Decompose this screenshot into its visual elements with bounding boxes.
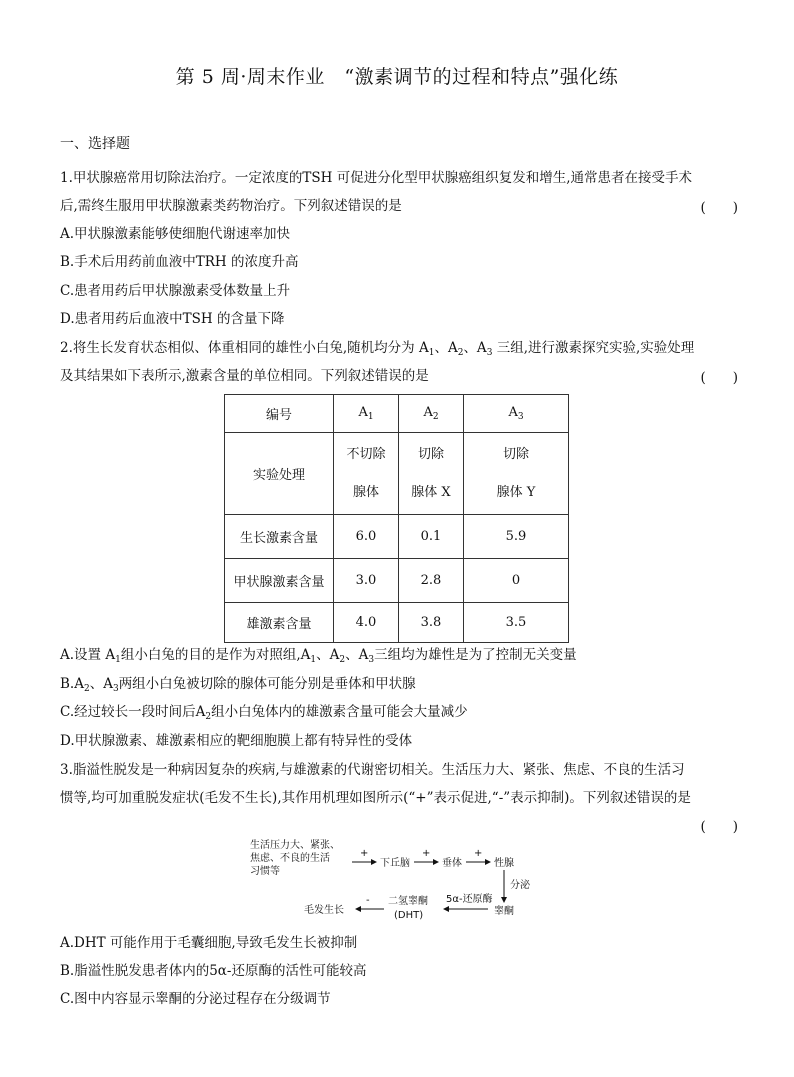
q1-option-c: C.患者用药后甲状腺激素受体数量上升 [60, 283, 291, 299]
q2-option-b: $B.A_2$、$A_3$两组小白兔被切除的腺体可能分别是垂体和甲状腺 [60, 676, 416, 694]
table-row-label: 实验处理 [225, 433, 334, 515]
q3-stem-line2: 惯等,均可加重脱发症状(毛发不生长),其作用机理如图所示(“+”表示促进,“-”表示抑制)。下列叙述错误的是 [60, 790, 691, 806]
table-row-label: 雄激素含量 [225, 603, 334, 643]
diagram-secrete-label: 分泌 [510, 880, 530, 891]
q1-answer-blank: ( ) [700, 200, 738, 216]
q3-option-a: A.DHT 可能作用于毛囊细胞,导致毛发生长被抑制 [60, 935, 358, 951]
table-header-cell: $A_3$ [464, 395, 569, 433]
diagram-testosterone: 睾酮 [494, 906, 514, 917]
table-cell: 切除 腺体 X [399, 433, 464, 515]
diagram-dht-abbr: (DHT) [394, 910, 424, 920]
table-row [225, 395, 569, 433]
table-cell: 5.9 [464, 515, 569, 559]
q3-option-c: C.图中内容显示睾酮的分泌过程存在分级调节 [60, 991, 331, 1007]
table-header-cell: 编号 [225, 395, 334, 433]
table-cell: 3.0 [334, 559, 399, 603]
q3-option-b: B.脂溢性脱发患者体内的5α-还原酶的活性可能较高 [60, 963, 367, 979]
table-row-label: 生长激素含量 [225, 515, 334, 559]
minus-sign: - [366, 895, 370, 906]
diagram-hypothalamus: 下丘脑 [380, 858, 410, 869]
table-header-cell: $A_2$ [399, 395, 464, 433]
q2-option-c: C.经过较长一段时间后$A_2$组小白兔体内的雄激素含量可能会大量减少 [60, 704, 468, 722]
table-row [225, 433, 569, 515]
q2-stem-line1: 2.将生长发育状态相似、体重相同的雄性小白兔,随机均分为 $A_1$、$A_2$、$A_3$ 三组,进行激素探究实验,实验处理 [60, 340, 695, 358]
q2-answer-blank: ( ) [700, 370, 738, 386]
diagram-hair-growth: 毛发生长 [304, 905, 344, 916]
q3-answer-blank: ( ) [700, 819, 738, 835]
page-title: 第 5 周·周末作业 “激素调节的过程和特点”强化练 [175, 66, 619, 88]
plus-sign-3: + [474, 848, 483, 859]
table-cell: 3.5 [464, 603, 569, 643]
q1-stem-line2: 后,需终生服用甲状腺激素类药物治疗。下列叙述错误的是 [60, 198, 402, 214]
table-cell: 0 [464, 559, 569, 603]
plus-sign-2: + [422, 848, 431, 859]
table-row [225, 515, 569, 559]
q1-option-b: B.手术后用药前血液中TRH 的浓度升高 [60, 254, 299, 270]
table-cell: 4.0 [334, 603, 399, 643]
section-heading: 一、选择题 [60, 136, 130, 152]
table-header-cell: $A_1$ [334, 395, 399, 433]
table-row [225, 603, 569, 643]
q2-option-d: D.甲状腺激素、雄激素相应的靶细胞膜上都有特异性的受体 [60, 733, 413, 749]
mechanism-diagram [248, 838, 558, 920]
q2-stem-line2: 及其结果如下表所示,激素含量的单位相同。下列叙述错误的是 [60, 368, 429, 384]
table-row-label: 甲状腺激素含量 [225, 559, 334, 603]
q1-option-a: A.甲状腺激素能够使细胞代谢速率加快 [60, 226, 291, 242]
diagram-dht: 二氢睾酮 [388, 896, 428, 907]
diagram-gonad: 性腺 [494, 858, 514, 869]
diagram-factor-line3: 习惯等 [250, 866, 280, 877]
q1-option-d: D.患者用药后血液中TSH 的含量下降 [60, 311, 285, 327]
table-cell: 3.8 [399, 603, 464, 643]
diagram-pituitary: 垂体 [442, 858, 462, 869]
diagram-factor-line2: 焦虑、不良的生活 [250, 853, 330, 864]
experiment-table [224, 394, 569, 643]
table-cell: 0.1 [399, 515, 464, 559]
plus-sign-1: + [360, 848, 369, 859]
table-cell: 不切除 腺体 [334, 433, 399, 515]
q1-stem-line1: 1.甲状腺癌常用切除法治疗。一定浓度的TSH 可促进分化型甲状腺癌组织复发和增生,通常患者在接受手术 [60, 170, 692, 186]
q2-option-a: A.设置 $A_1$组小白兔的目的是作为对照组$,A_1$、$A_2$、$A_3$三组均为雄性是为了控制无关变量 [60, 647, 577, 665]
table-cell: 6.0 [334, 515, 399, 559]
table-row [225, 559, 569, 603]
table-cell: 切除 腺体 Y [464, 433, 569, 515]
q3-stem-line1: 3.脂溢性脱发是一种病因复杂的疾病,与雄激素的代谢密切相关。生活压力大、紧张、焦虑、不良的生活习 [60, 762, 685, 778]
diagram-enzyme: 5α-还原酶 [446, 894, 493, 905]
diagram-factor-line1: 生活压力大、紧张、 [250, 840, 340, 851]
table-cell: 2.8 [399, 559, 464, 603]
